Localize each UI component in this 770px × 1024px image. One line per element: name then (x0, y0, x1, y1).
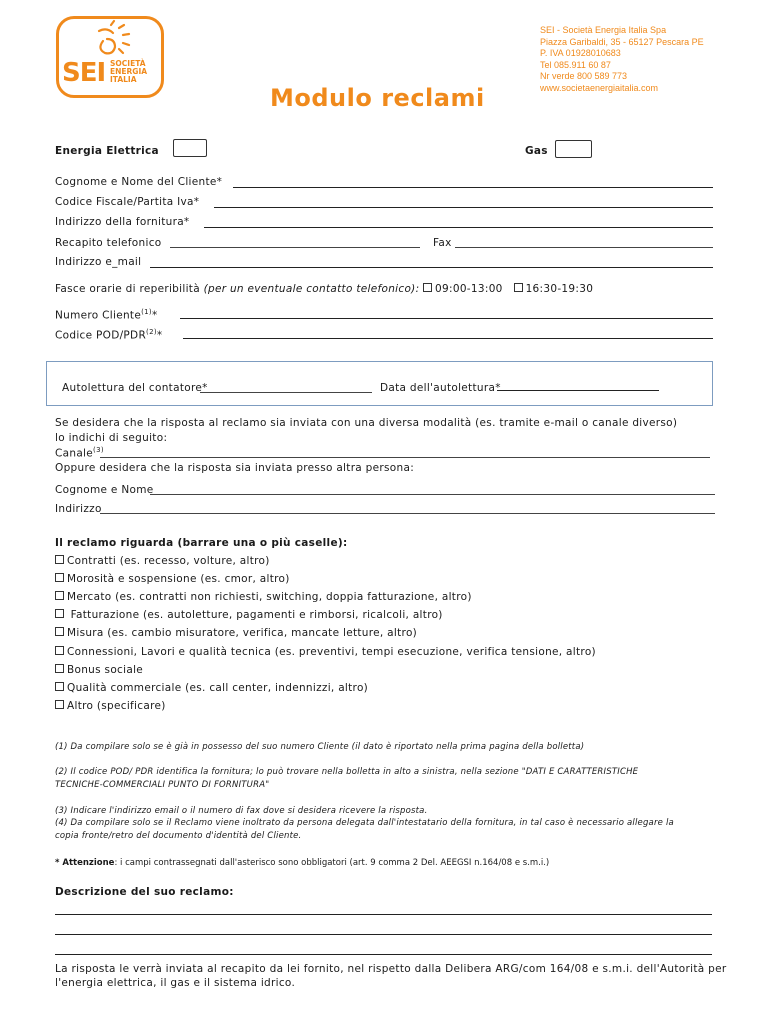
availability-row (55, 283, 593, 295)
logo-brand: SEI (62, 58, 106, 88)
description-line[interactable] (55, 934, 712, 935)
other-address-label: Indirizzo (55, 503, 102, 515)
email-label: Indirizzo e_mail (55, 256, 142, 268)
fax-label: Fax (433, 237, 452, 249)
company-address: Piazza Garibaldi, 35 - 65127 Pescara PE (540, 36, 704, 47)
pod-asterisk: * (156, 329, 163, 342)
subject-checkbox[interactable] (55, 664, 64, 673)
subject-checkbox[interactable] (55, 646, 64, 655)
slot-morning-label: 09:00-13:00 (435, 283, 503, 295)
channel-text: Canale (55, 447, 94, 460)
company-info (540, 25, 704, 95)
electric-label: Energia Elettrica (55, 145, 159, 157)
meter-reading-input[interactable] (200, 392, 372, 393)
availability-label: Fasce orarie di reperibilità (55, 283, 200, 295)
subject-item-label: Morosità e sospensione (es. cmor, altro) (67, 573, 290, 585)
description-line[interactable] (55, 954, 712, 955)
subject-item[interactable] (55, 591, 472, 603)
tax-code-label: Codice Fiscale/Partita Iva* (55, 196, 200, 208)
subject-item[interactable] (55, 609, 443, 621)
channel-label (55, 446, 104, 460)
subject-item[interactable] (55, 682, 368, 694)
email-input[interactable] (150, 267, 713, 268)
subject-item-label: Contratti (es. recesso, volture, altro) (67, 555, 270, 567)
subject-item-label: Altro (specificare) (67, 700, 166, 712)
footer-text: La risposta le verrà inviata al recapito da lei fornito, nel rispetto dalla Delibera ARG/com 164/08 e s.m.i. dell'Autorità per (55, 963, 727, 975)
supply-address-input[interactable] (204, 227, 713, 228)
subject-item-label: Fatturazione (es. autoletture, pagamenti e rimborsi, ricalcoli, altro) (67, 609, 443, 621)
warning-text: : i campi contrassegnati dall'asterisco sono obbligatori (art. 9 comma 2 Del. AEEGSI n.164/08 e s.m.i.) (114, 858, 550, 868)
subject-checkbox[interactable] (55, 700, 64, 709)
fax-input[interactable] (455, 247, 713, 248)
footnote-1: (1) Da compilare solo se è già in possesso del suo numero Cliente (il dato è riportato nella prima pagina della bolletta) (55, 742, 585, 752)
warning-label: * Attenzione (55, 858, 115, 868)
customer-number-input[interactable] (180, 318, 713, 319)
subject-checkbox[interactable] (55, 573, 64, 582)
customer-number-asterisk: * (151, 309, 158, 322)
subject-checkbox[interactable] (55, 555, 64, 564)
subject-item-label: Connessioni, Lavori e qualità tecnica (es. preventivi, tempi esecuzione, verifica tensione, altro) (67, 646, 596, 658)
gas-label: Gas (525, 145, 548, 157)
subject-checkbox[interactable] (55, 591, 64, 600)
slot-afternoon-checkbox[interactable] (514, 283, 523, 292)
pod-text: Codice POD/PDR (55, 329, 147, 342)
slot-morning-checkbox[interactable] (423, 283, 432, 292)
reading-date-label: Data dell'autolettura* (380, 382, 501, 394)
pod-footnote: (2) (146, 328, 157, 336)
customer-name-label: Cognome e Nome del Cliente* (55, 176, 223, 188)
footnote-2: (2) Il codice POD/ PDR identifica la fornitura; lo può trovare nella bolletta in alto a sinistra, nella sezione "DATI E CARATTERISTICHE (55, 767, 639, 777)
logo-subtitle-line: SOCIETÀ (110, 59, 146, 68)
subject-item-label: Mercato (es. contratti non richiesti, switching, doppia fatturazione, altro) (67, 591, 472, 603)
company-toll-free: Nr verde 800 589 773 (540, 71, 628, 82)
phone-label: Recapito telefonico (55, 237, 162, 249)
phone-input[interactable] (170, 247, 420, 248)
footnote-2-cont: TECNICHE-COMMERCIALI PUNTO DI FORNITURA" (55, 780, 270, 790)
subject-item[interactable] (55, 664, 143, 676)
meter-reading-label: Autolettura del contatore* (62, 382, 208, 394)
channel-footnote: (3) (93, 446, 104, 454)
other-name-input[interactable] (150, 494, 715, 495)
company-website[interactable]: www.societaenergiaitalia.com (540, 82, 659, 93)
logo-subtitle-line: ITALIA (110, 75, 137, 84)
subject-item-label: Misura (es. cambio misuratore, verifica, mancate letture, altro) (67, 627, 418, 639)
subject-item[interactable] (55, 573, 290, 585)
response-intro: Se desidera che la risposta al reclamo sia inviata con una diversa modalità (es. tramite e-mail o canale diverso) (55, 417, 678, 429)
subject-item[interactable] (55, 555, 270, 567)
description-line[interactable] (55, 914, 712, 915)
customer-number-text: Numero Cliente (55, 309, 142, 322)
subject-checkbox[interactable] (55, 609, 64, 618)
logo-subtitle (110, 60, 147, 84)
availability-note: (per un eventuale contatto telefonico): (203, 283, 420, 295)
warning-note (55, 858, 549, 868)
supply-address-label: Indirizzo della fornitura* (55, 216, 190, 228)
response-intro-2: lo indichi di seguito: (55, 432, 168, 444)
reading-date-input[interactable] (497, 390, 659, 391)
tax-code-input[interactable] (214, 207, 713, 208)
footnote-4: (4) Da compilare solo se il Reclamo viene inoltrato da persona delegata dall'intestatario della fornitura, in tal caso è necessario allegare la (55, 818, 674, 828)
description-heading: Descrizione del suo reclamo: (55, 886, 234, 898)
company-phone: Tel 085.911 60 87 (540, 59, 611, 70)
customer-number-label (55, 308, 158, 322)
footnote-4-cont: copia fronte/retro del documento d'identità del Cliente. (55, 831, 302, 841)
customer-name-input[interactable] (233, 187, 713, 188)
gas-checkbox[interactable] (555, 140, 592, 158)
pod-input[interactable] (183, 338, 713, 339)
company-vat: P. IVA 01928010683 (540, 48, 621, 59)
other-person-label: Oppure desidera che la risposta sia inviata presso altra persona: (55, 462, 415, 474)
slot-afternoon-label: 16:30-19:30 (525, 283, 594, 295)
subject-item[interactable] (55, 700, 166, 712)
other-name-label: Cognome e Nome (55, 484, 154, 496)
other-address-input[interactable] (100, 513, 715, 514)
subject-item-label: Qualità commerciale (es. call center, indennizzi, altro) (67, 682, 369, 694)
subject-checkbox[interactable] (55, 627, 64, 636)
company-name: SEI - Società Energia Italia Spa (540, 25, 667, 35)
footer-text-2: l'energia elettrica, il gas e il sistema idrico. (55, 977, 296, 989)
footnote-3: (3) Indicare l'indirizzo email o il numero di fax dove si desidera ricevere la risposta. (55, 806, 428, 816)
electric-checkbox[interactable] (173, 139, 207, 157)
subject-heading: Il reclamo riguarda (barrare una o più caselle): (55, 537, 348, 549)
subject-item[interactable] (55, 627, 417, 639)
subject-item[interactable] (55, 646, 596, 658)
logo-subtitle-line: ENERGIA (110, 67, 148, 76)
pod-label (55, 328, 162, 342)
customer-number-footnote: (1) (141, 308, 152, 316)
subject-item-label: Bonus sociale (67, 664, 144, 676)
subject-checkbox[interactable] (55, 682, 64, 691)
page-title: Modulo reclami (270, 84, 485, 112)
channel-input[interactable] (100, 457, 710, 458)
